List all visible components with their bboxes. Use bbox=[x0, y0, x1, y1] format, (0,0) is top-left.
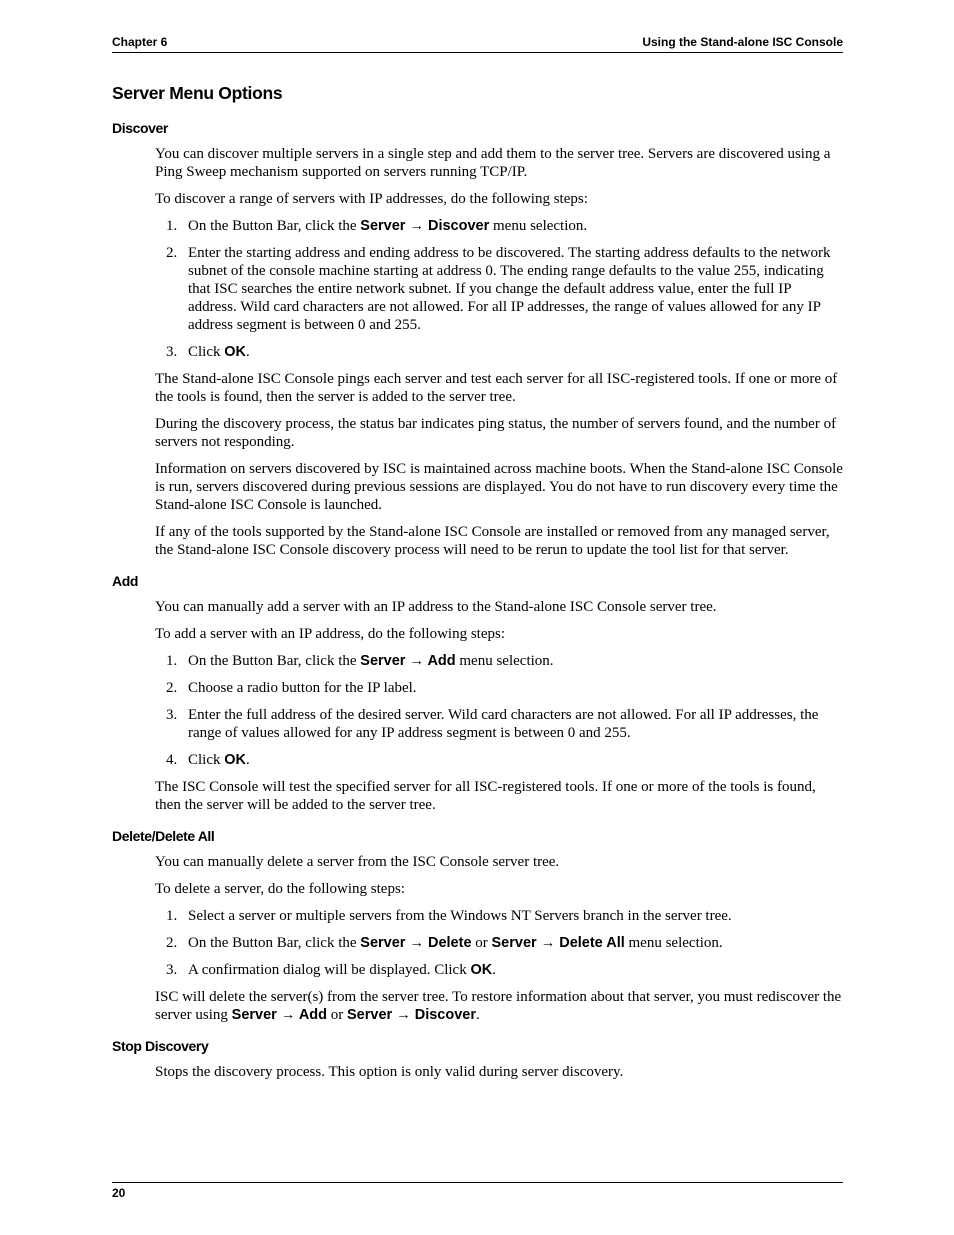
page-header bbox=[112, 34, 843, 53]
text-run: menu selection. bbox=[489, 218, 588, 234]
text-run: You can manually delete a server from the ISC Console server tree. bbox=[155, 854, 560, 870]
text-run: On the Button Bar, click the bbox=[188, 218, 361, 234]
section bbox=[112, 828, 843, 1024]
text-run: . bbox=[492, 962, 496, 978]
list-item bbox=[166, 934, 843, 952]
text-run: To discover a range of servers with IP addresses, do the following steps: bbox=[155, 191, 588, 207]
list-number: 3. bbox=[166, 962, 178, 978]
list-number: 1. bbox=[166, 908, 178, 924]
section-heading: Delete/Delete All bbox=[112, 828, 215, 844]
list-number: 4. bbox=[166, 752, 178, 768]
text-run: The Stand-alone ISC Console pings each server and test each server for all ISC-registered tools. If one or more of the tools is found, then the server is added to the server tree. bbox=[155, 371, 838, 405]
list-number: 1. bbox=[166, 218, 178, 234]
menu-command: Server → Discover bbox=[360, 218, 490, 234]
paragraph bbox=[155, 190, 843, 208]
paragraph bbox=[155, 880, 843, 898]
section-heading: Add bbox=[112, 573, 139, 589]
text-run: ISC will delete the server(s) from the server tree. To restore information about that server, you must rediscover the server using bbox=[155, 989, 842, 1023]
section bbox=[112, 1038, 843, 1081]
list-number: 2. bbox=[166, 935, 178, 951]
page-number: 20 bbox=[112, 1186, 126, 1200]
paragraph bbox=[155, 460, 843, 514]
page-content bbox=[112, 83, 843, 1090]
list-item bbox=[166, 907, 843, 925]
paragraph bbox=[155, 853, 843, 871]
menu-command: OK bbox=[224, 752, 246, 768]
numbered-list bbox=[112, 907, 843, 979]
section-heading: Stop Discovery bbox=[112, 1038, 209, 1054]
list-item bbox=[166, 706, 843, 742]
text-run: menu selection. bbox=[455, 653, 554, 669]
text-run: If any of the tools supported by the Stand-alone ISC Console are installed or removed from any managed server, the Stand-alone ISC Console discovery process will need to be rerun to update the tool list for that server. bbox=[155, 524, 830, 558]
text-run: You can manually add a server with an IP address to the Stand-alone ISC Console server tree. bbox=[155, 599, 717, 615]
list-item bbox=[166, 751, 843, 769]
text-run: A confirmation dialog will be displayed. Click bbox=[188, 962, 471, 978]
text-run: You can discover multiple servers in a single step and add them to the server tree. Servers are discovered using a Ping Sweep mechanism supported on servers running TCP/IP. bbox=[155, 146, 831, 180]
list-item bbox=[166, 217, 843, 235]
text-run: or bbox=[327, 1007, 348, 1023]
text-run: Information on servers discovered by ISC is maintained across machine boots. When the Stand-alone ISC Console is run, servers discovered during previous sessions are displayed. You do not have to run discovery every time the Stand-alone ISC Console is launched. bbox=[155, 461, 843, 513]
text-run: To add a server with an IP address, do the following steps: bbox=[155, 626, 505, 642]
list-item bbox=[166, 343, 843, 361]
sections bbox=[112, 120, 843, 1081]
text-run: . bbox=[246, 752, 250, 768]
text-run: Select a server or multiple servers from the Windows NT Servers branch in the server tree. bbox=[188, 908, 732, 924]
menu-command: Server → Discover bbox=[347, 1007, 476, 1023]
paragraph bbox=[155, 145, 843, 181]
page-footer bbox=[112, 1182, 843, 1200]
text-run: The ISC Console will test the specified server for all ISC-registered tools. If one or more of the tools is found, then the server will be added to the server tree. bbox=[155, 779, 816, 813]
text-run: Stops the discovery process. This option is only valid during server discovery. bbox=[155, 1064, 624, 1080]
text-run: Click bbox=[188, 752, 225, 768]
list-item bbox=[166, 652, 843, 670]
paragraph bbox=[155, 778, 843, 814]
page-title: Server Menu Options bbox=[112, 83, 283, 103]
numbered-list bbox=[112, 217, 843, 361]
menu-command: OK bbox=[224, 344, 246, 360]
menu-command: Server → Delete All bbox=[491, 935, 625, 951]
section-heading: Discover bbox=[112, 120, 168, 136]
list-number: 1. bbox=[166, 653, 178, 669]
list-number: 2. bbox=[166, 680, 178, 696]
text-run: . bbox=[475, 1007, 480, 1023]
text-run: During the discovery process, the status bar indicates ping status, the number of servers found, and the number of servers not responding. bbox=[155, 416, 837, 450]
text-run: Enter the starting address and ending address to be discovered. The starting address defaults to the network subnet of the console machine starting at address 0. The ending range defaults to the value 255, indicating that ISC searches the entire network subnet. If you change the default address value, enter the full IP address. Wild card characters are not allowed. For all IP addresses, the range of values allowed for any IP address segment is between 0 and 255. bbox=[188, 245, 831, 333]
paragraph bbox=[155, 523, 843, 559]
menu-command: Server → Add bbox=[360, 653, 456, 669]
chapter-label: Chapter 6 bbox=[112, 35, 168, 49]
list-number: 3. bbox=[166, 707, 178, 723]
menu-command: Server → Add bbox=[231, 1007, 328, 1023]
text-run: . bbox=[246, 344, 250, 360]
list-item bbox=[166, 961, 843, 979]
paragraph bbox=[155, 370, 843, 406]
text-run: To delete a server, do the following steps: bbox=[155, 881, 405, 897]
text-run: menu selection. bbox=[624, 935, 723, 951]
paragraph bbox=[155, 625, 843, 643]
numbered-list bbox=[112, 652, 843, 769]
menu-command: Server → Delete bbox=[360, 935, 472, 951]
text-run: On the Button Bar, click the bbox=[188, 935, 361, 951]
paragraph bbox=[155, 988, 843, 1024]
text-run: Choose a radio button for the IP label. bbox=[188, 680, 417, 696]
chapter-title: Using the Stand-alone ISC Console bbox=[642, 35, 843, 49]
list-number: 3. bbox=[166, 344, 178, 360]
list-number: 2. bbox=[166, 245, 178, 261]
text-run: Click bbox=[188, 344, 225, 360]
paragraph bbox=[155, 1063, 843, 1081]
menu-command: OK bbox=[470, 962, 493, 978]
section bbox=[112, 120, 843, 559]
text-run: On the Button Bar, click the bbox=[188, 653, 361, 669]
list-item bbox=[166, 679, 843, 697]
text-run: Enter the full address of the desired server. Wild card characters are not allowed. For all IP addresses, the range of values allowed for any IP address segment is between 0 and 255. bbox=[188, 707, 819, 741]
section bbox=[112, 573, 843, 814]
paragraph bbox=[155, 598, 843, 616]
paragraph bbox=[155, 415, 843, 451]
list-item bbox=[166, 244, 843, 334]
text-run: or bbox=[471, 935, 492, 951]
